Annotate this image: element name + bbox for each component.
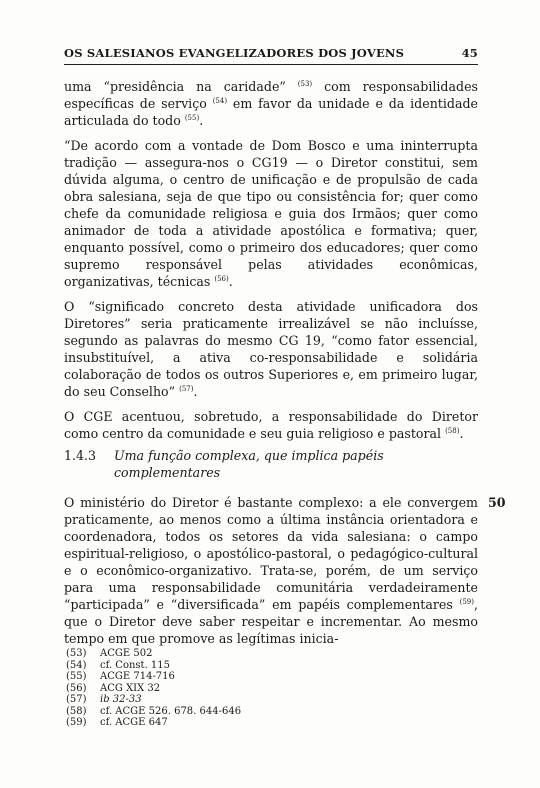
- paragraph-3: [64, 298, 478, 400]
- footnote-text: ACG XIX 32: [100, 682, 161, 694]
- footnote-text: ACGE 714-716: [100, 671, 175, 682]
- footnote-number: (54): [66, 659, 87, 671]
- footnote-ref[interactable]: (58): [445, 426, 460, 435]
- running-header: [64, 46, 478, 60]
- running-title: OS SALESIANOS EVANGELIZADORES DOS JOVENS: [64, 46, 405, 60]
- footnote-number: (56): [66, 682, 87, 694]
- footnote-text: cf. ACGE 526. 678. 644-646: [100, 705, 242, 717]
- paragraph-1: [64, 78, 478, 129]
- footnote-ref[interactable]: (55): [184, 113, 200, 122]
- header-rule: [64, 64, 478, 65]
- footnote-text: ACGE 502: [100, 648, 153, 659]
- page-number: 45: [461, 46, 478, 60]
- footnote-text: cf. Const. 115: [100, 659, 171, 671]
- text-run: em favor da unidade e da identidade articulada do todo: [64, 96, 478, 128]
- footnote-text: cf. ACGE 647: [100, 717, 168, 728]
- footnote-text: ib 32-33: [100, 694, 142, 705]
- footnote-number: (59): [66, 717, 87, 728]
- footnote-ref[interactable]: (56): [214, 274, 229, 283]
- footnote-number: (55): [66, 671, 87, 682]
- footnote-item: [66, 671, 366, 683]
- footnotes: [66, 648, 366, 729]
- text-run: , que o Diretor deve saber respeitar e incrementar. Ao mesmo tempo em que promove as legítimas inicia-: [64, 597, 478, 646]
- margin-number: 50: [488, 495, 506, 510]
- text-run: .: [199, 113, 204, 128]
- text-run: uma “presidência na caridade”: [64, 79, 298, 94]
- footnote-ref[interactable]: (59): [459, 597, 474, 606]
- text-run: .: [459, 426, 464, 441]
- footnote-item: [66, 660, 366, 672]
- section-title-line2: complementares: [114, 465, 221, 480]
- text-run: O CGE acentuou, sobretudo, a responsabilidade do Diretor como centro da comunidade e seu guia religioso e pastoral: [64, 409, 478, 441]
- paragraph-4: [64, 408, 478, 442]
- footnote-ref[interactable]: (54): [212, 96, 228, 105]
- text-run: “De acordo com a vontade de Dom Bosco e uma ininterrupta tradição — assegura-nos o CG19 — o Diretor constitui, sem dúvida alguma, o centro de unificação e de propulsão de cada obra salesiana, seja de que tipo ou consistência for; quer como chefe da comunidade religiosa e guia dos Irmãos; quer como animador de toda a atividade apostólica e formativa; quer, enquanto possível, como o primeiro dos educadores; quer como supremo responsável pelas atividades econômicas, organizativas, técnicas: [64, 138, 478, 289]
- footnote-ref[interactable]: (53): [297, 79, 313, 88]
- text-run: .: [193, 384, 198, 399]
- text-run: .: [228, 274, 233, 289]
- body-text: [64, 78, 478, 450]
- footnote-number: (58): [66, 705, 87, 717]
- section-body: [64, 494, 478, 647]
- footnote-number: (53): [66, 648, 87, 659]
- footnote-item: [66, 706, 366, 718]
- paragraph-2: [64, 137, 478, 290]
- footnote-number: (57): [66, 694, 87, 705]
- text-run: O ministério do Diretor é bastante complexo: a ele convergem praticamente, ao menos como a última instância orientadora e coordenadora, todos os setores da vida salesiana: o campo espiritual-religioso, o apostólico-pastoral, o pedagógico-cultural e o econômico-organizativo. Trata-se, porém, de um serviço para uma responsabilidade comunitária verdadeiramente “participada” e “diversificada” em papéis complementares: [64, 495, 478, 612]
- footnote-item: [66, 694, 366, 706]
- section-heading: [64, 447, 478, 481]
- text-run: O “significado concreto desta atividade unificadora dos Diretores” seria praticamente irrealizável se não incluísse, segundo as palavras do mesmo CG 19, “como fator essencial, insubstituível, a ativa co-responsabilidade e solidária colaboração de todos os outros Superiores e, em primeiro lugar, do seu Conselho”: [64, 299, 478, 399]
- footnote-ref[interactable]: (57): [179, 384, 194, 393]
- section-number: 1.4.3: [64, 448, 97, 463]
- footnote-item: [66, 648, 366, 660]
- section-title-line1: Uma função complexa, que implica papéis: [114, 448, 384, 463]
- text-run: com responsabilidades específicas de serviço: [64, 79, 478, 111]
- footnote-item: [66, 683, 366, 695]
- footnote-item: [66, 717, 366, 729]
